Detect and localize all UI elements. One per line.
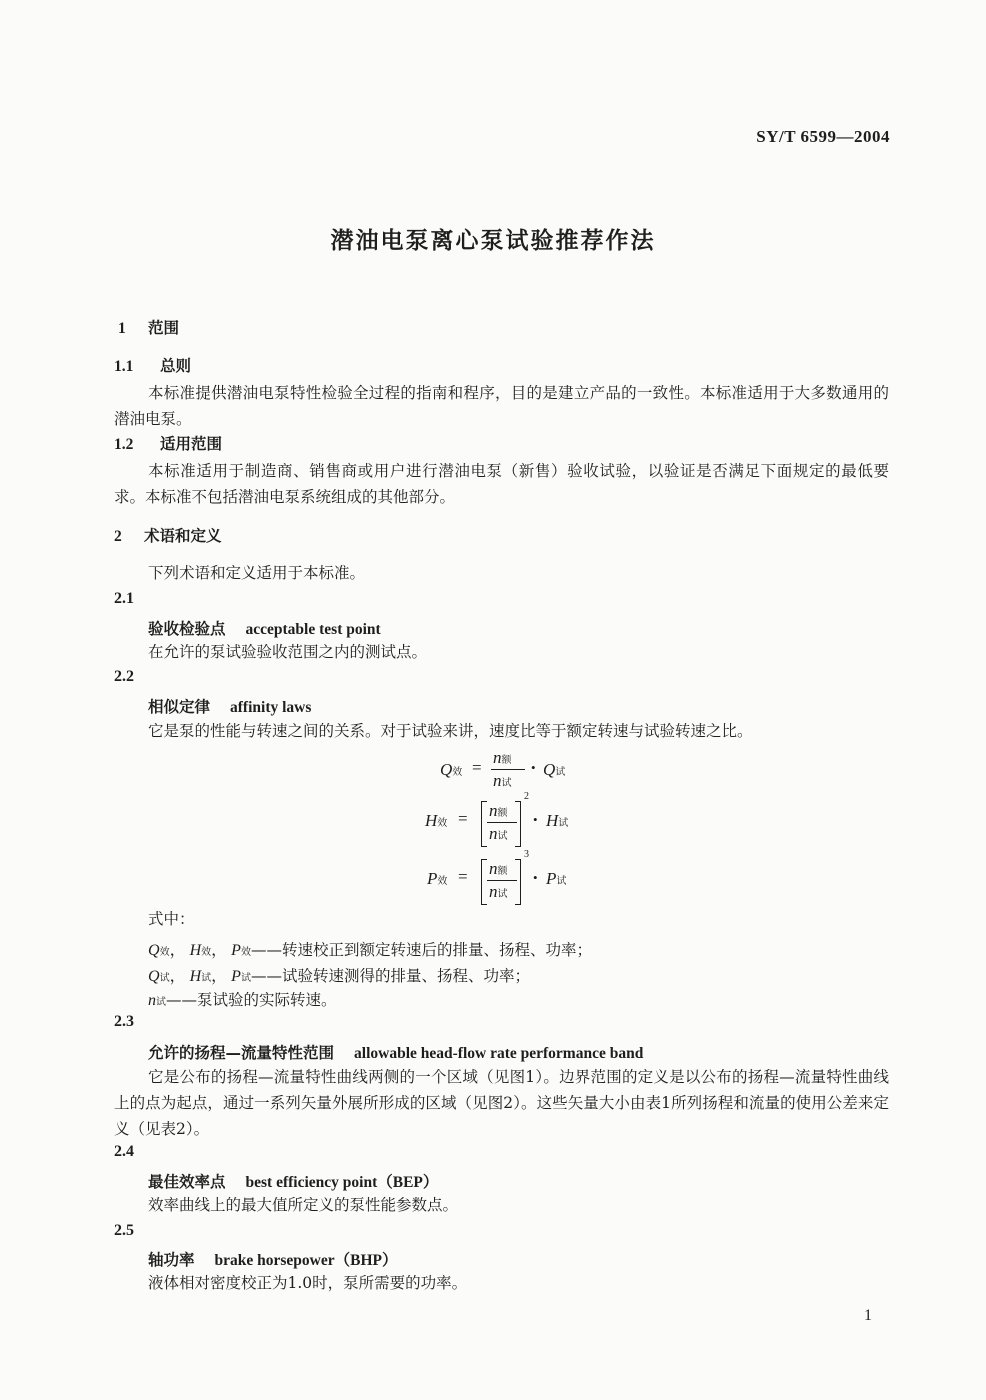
standard-code: SY/T 6599—2004	[756, 127, 890, 146]
term-english: affinity laws	[230, 699, 312, 716]
term-english: allowable head-flow rate performance band	[354, 1045, 644, 1062]
clause-2-4-number: 2.4	[114, 1143, 134, 1160]
term-english: acceptable test point	[245, 621, 381, 638]
fraction-bar	[487, 822, 517, 823]
clause-2-5-term	[148, 1248, 398, 1270]
section-1-heading	[118, 316, 179, 338]
subsection-title: 适用范围	[160, 435, 223, 453]
paragraph-1-1: 本标准提供潜油电泵特性检验全过程的指南和程序，目的是建立产品的一致性。本标准适用于大多数通用的潜油电泵。	[114, 384, 889, 428]
clause-2-3-number: 2.3	[114, 1013, 134, 1030]
section-title: 范围	[148, 319, 180, 337]
fraction-bar	[487, 880, 517, 881]
clause-2-4-term	[148, 1170, 438, 1192]
section-2-heading	[114, 524, 222, 546]
section-number: 1	[118, 320, 126, 337]
affinity-formula-head: H效 = n额 n试 2 • H试	[425, 797, 615, 851]
subsection-number: 1.2	[114, 436, 134, 453]
clause-2-5-definition: 液体相对密度校正为1.0时，泵所需要的功率。	[148, 1274, 468, 1292]
clause-2-3-term	[148, 1041, 643, 1063]
clause-2-2-term	[148, 695, 311, 717]
clause-2-2-definition: 它是泵的性能与转速之间的关系。对于试验来讲，速度比等于额定转速与试验转速之比。	[148, 722, 753, 740]
clause-2-4-definition: 效率曲线上的最大值所定义的泵性能参数点。	[148, 1196, 459, 1214]
left-paren	[481, 859, 487, 905]
left-paren	[481, 801, 487, 847]
page-number: 1	[864, 1307, 872, 1324]
where-line-1: Q效， H效， P效——转速校正到额定转速后的排量、扬程、功率；	[148, 941, 592, 959]
where-line-2: Q试， H试， P试——试验转速测得的排量、扬程、功率；	[148, 967, 530, 985]
term-chinese: 验收检验点	[148, 620, 226, 638]
term-chinese: 允许的扬程—流量特性范围	[148, 1044, 335, 1062]
where-label: 式中：	[148, 910, 195, 928]
right-paren	[515, 859, 521, 905]
term-chinese: 最佳效率点	[148, 1173, 226, 1191]
subsection-title: 总则	[160, 357, 192, 375]
paragraph-1-2: 本标准适用于制造商、销售商或用户进行潜油电泵（新售）验收试验，以验证是否满足下面规定的最低要求。本标准不包括潜油电泵系统组成的其他部分。	[114, 462, 889, 506]
subsection-1-1-heading	[114, 354, 191, 376]
section-title: 术语和定义	[144, 527, 222, 545]
clause-2-2-number: 2.2	[114, 668, 134, 685]
where-line-3: n试——泵试验的实际转速。	[148, 991, 337, 1009]
clause-2-1-definition: 在允许的泵试验验收范围之内的测试点。	[148, 643, 428, 661]
clause-2-1-term	[148, 617, 381, 639]
affinity-formula-flow: Q效 = n额 n试 • Q试	[440, 748, 566, 790]
term-english: brake horsepower（BHP）	[214, 1252, 398, 1269]
right-paren	[515, 801, 521, 847]
subsection-1-2-heading	[114, 432, 222, 454]
term-english: best efficiency point（BEP）	[245, 1174, 439, 1191]
clause-2-1-number: 2.1	[114, 590, 134, 607]
fraction-bar	[491, 769, 525, 770]
section-number: 2	[114, 528, 122, 545]
clause-2-5-number: 2.5	[114, 1222, 134, 1239]
term-chinese: 轴功率	[148, 1251, 195, 1269]
section-2-intro: 下列术语和定义适用于本标准。	[148, 564, 366, 582]
term-chinese: 相似定律	[148, 698, 211, 716]
subsection-number: 1.1	[114, 358, 134, 375]
clause-2-3-definition: 它是公布的扬程—流量特性曲线两侧的一个区域（见图1）。边界范围的定义是以公布的扬程—流量特性曲线上的点为起点，通过一系列矢量外展所形成的区域（见图2）。这些矢量大小由表1所列扬程和流量的使用公差来定义（见表2）。	[114, 1068, 889, 1138]
document-title: 潜油电泵离心泵试验推荐作法	[330, 228, 656, 254]
affinity-formula-power: P效 = n额 n试 3 • P试	[427, 855, 617, 909]
